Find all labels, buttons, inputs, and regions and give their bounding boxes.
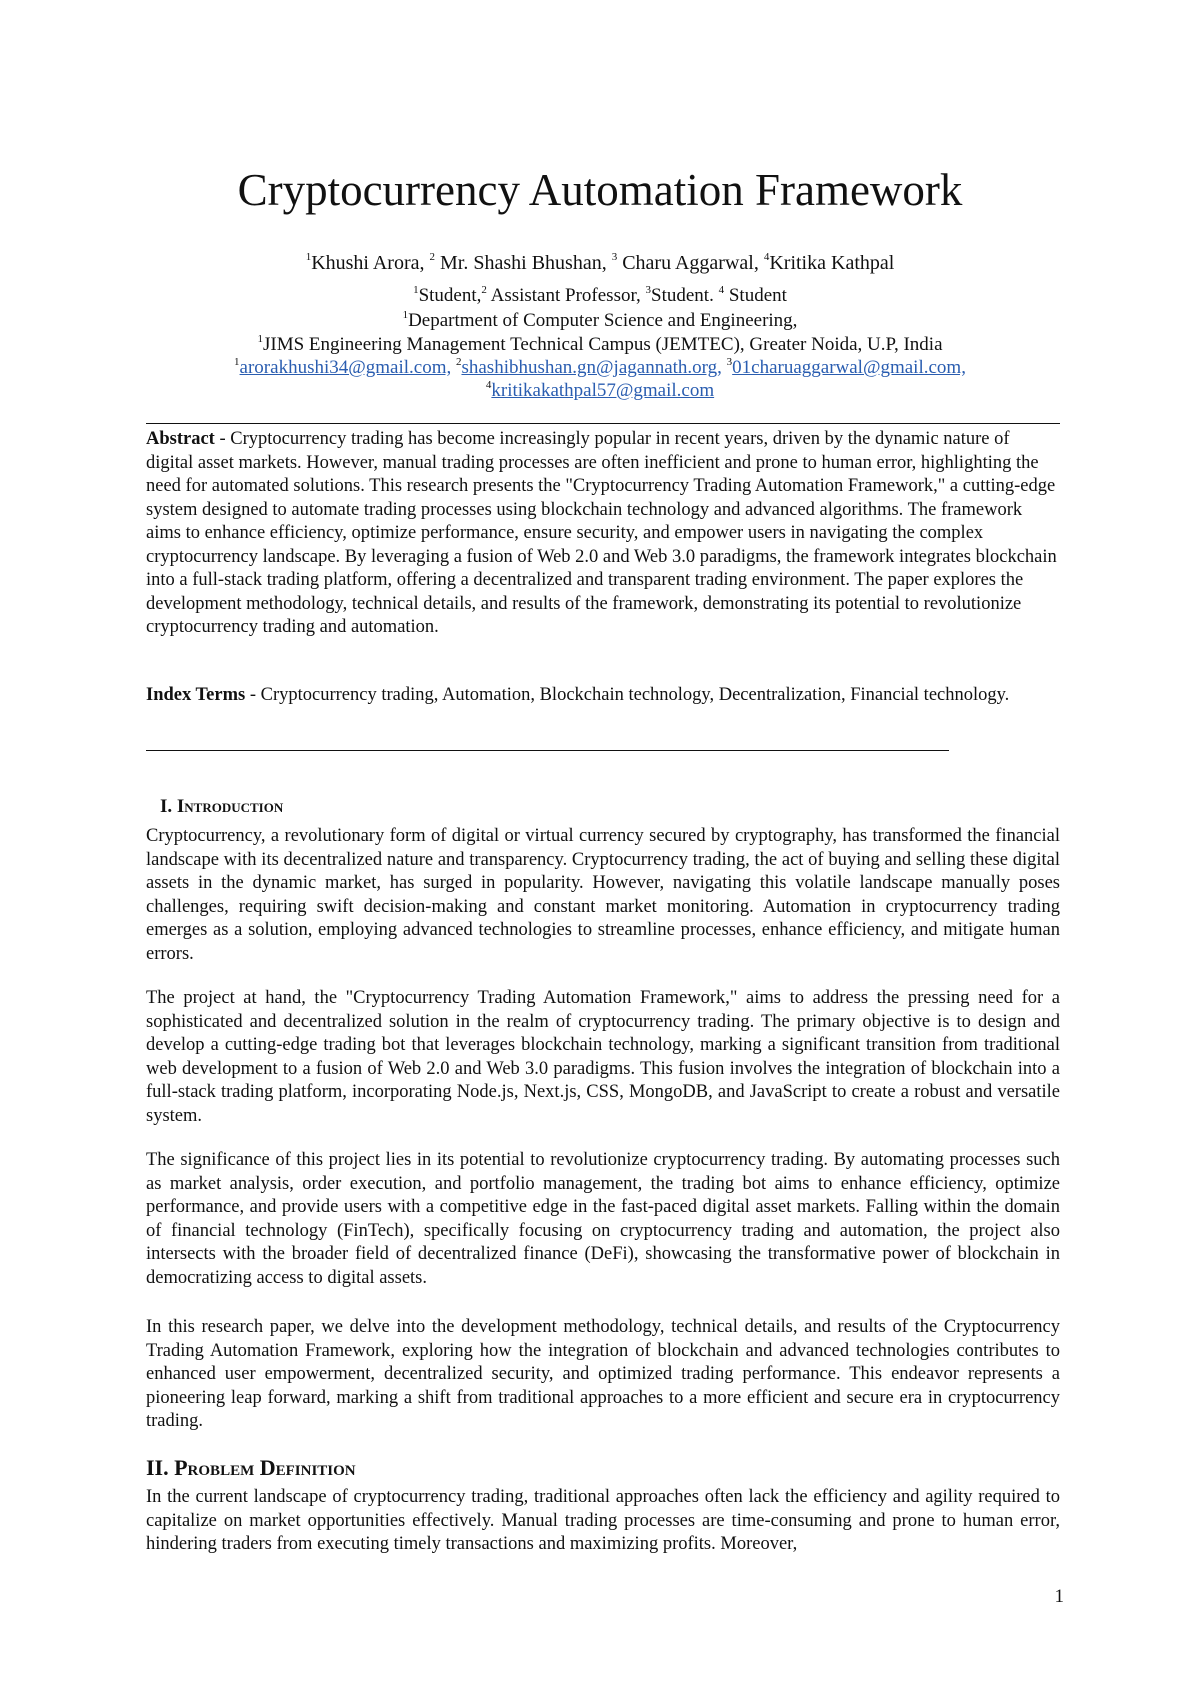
abstract-top-rule <box>146 423 1060 424</box>
author-2-name: Mr. Shashi Bhushan <box>440 252 602 274</box>
author-4-name: Kritika Kathpal <box>769 252 895 274</box>
index-terms <box>146 684 1060 708</box>
index-terms-text: - Cryptocurrency trading, Automation, Blockchain technology, Decentralization, Financial technology. <box>245 685 1010 705</box>
institution-text: JIMS Engineering Management Technical Campus (JEMTEC), Greater Noida, U.P, India <box>262 334 943 355</box>
institution-sup: 1 <box>257 332 263 345</box>
email-link-2[interactable]: shashibhushan.gn@jagannath.org, <box>461 357 722 378</box>
intro-paragraph-4: In this research paper, we delve into the development methodology, technical details, and results of the Cryptocurrency Trading Automation Framework, exploring how the integration of blockchain and advanced technologies contributes to enhanced user empowerment, decentralized security, and optimized trading performance. This endeavor represents a pioneering leap forward, marking a shift from traditional approaches to a more efficient and secure era in cryptocurrency trading. <box>146 1317 1060 1431</box>
author-2-sup: 2 <box>429 251 436 264</box>
email-link-1[interactable]: arorakhushi34@gmail.com, <box>239 357 452 378</box>
index-terms-label: Index Terms <box>146 685 246 705</box>
role-4-sup: 4 <box>718 283 725 296</box>
role-3-sup: 3 <box>645 283 652 296</box>
intro-paragraph-2: The project at hand, the "Cryptocurrency Trading Automation Framework," aims to address the pressing need for a sophisticated and decentralized solution in the realm of cryptocurrency trading. The primary objective is to design and develop a cutting-edge trading bot that leverages blockchain technology, marking a significant transition from traditional web development to a fusion of Web 2.0 and Web 3.0 paradigms. This fusion involves the integration of blockchain into a full-stack trading platform, incorporating Node.js, Next.js, CSS, MongoDB, and JavaScript to create a robust and versatile system. <box>146 988 1060 1126</box>
page-number: 1 <box>1054 1586 1064 1607</box>
role-3: Student. <box>651 285 714 306</box>
paper-title: Cryptocurrency Automation Framework <box>237 165 963 215</box>
author-list: $^1$Khushi Arora, $^2$ Mr. Shashi Bhushan, $^3$ Charu Aggarwal, $^4$Kritika Kathpal <box>305 251 895 274</box>
abstract-bottom-rule <box>146 750 949 751</box>
email-link-4[interactable]: kritikakathpal57@gmail.com <box>491 380 715 401</box>
role-1: Student, <box>418 285 482 306</box>
role-2-sup: 2 <box>481 283 487 296</box>
abstract-label: Abstract <box>146 429 215 449</box>
author-4-sup: 4 <box>763 251 770 264</box>
abstract-text: - Cryptocurrency trading has become increasingly popular in recent years, driven by the dynamic nature of digital asset markets. However, manual trading processes are often inefficient and prone to human error, highlighting the need for automated solutions. This research presents the "Cryptocurrency Trading Automation Framework," a cutting-edge system designed to automate trading processes using blockchain technology and advanced algorithms. The framework aims to enhance efficiency, optimize performance, ensure security, and empower users in navigating the complex cryptocurrency landscape. By leveraging a fusion of Web 2.0 and Web 3.0 paradigms, the framework integrates blockchain into a full-stack trading platform, offering a decentralized and transparent trading environment. The paper explores the development methodology, technical details, and results of the framework, demonstrating its potential to revolutionize cryptocurrency trading and automation. <box>146 429 1057 637</box>
department-text: Department of Computer Science and Engineering, <box>408 310 798 331</box>
problem-paragraph-1: In the current landscape of cryptocurrency trading, traditional approaches often lack the efficiency and agility required to capitalize on market opportunities effectively. Manual trading processes are time-consuming and prone to human error, hindering traders from executing timely transactions and maximizing profits. Moreover, <box>146 1487 1060 1554</box>
role-2: Assistant Professor, <box>490 285 641 306</box>
author-roles <box>0 285 1200 307</box>
author-1-sup: 1 <box>305 251 312 264</box>
email-line-1 <box>0 357 1200 379</box>
author-3-name: Charu Aggarwal <box>622 252 754 274</box>
department <box>0 310 1200 332</box>
role-4: Student <box>728 285 787 306</box>
institution <box>0 334 1200 356</box>
email-link-3[interactable]: 01charuaggarwal@gmail.com, <box>732 357 966 378</box>
email-2-sup: 2 <box>455 355 462 368</box>
author-1-name: Khushi Arora <box>311 252 420 274</box>
department-sup: 1 <box>402 308 409 321</box>
abstract <box>146 428 1060 640</box>
role-1-sup: 1 <box>413 283 419 296</box>
intro-paragraph-3: The significance of this project lies in its potential to revolutionize cryptocurrency trading. By automating processes such as market analysis, order execution, and portfolio management, the trading bot aims to enhance efficiency, optimize performance, and provide users with a competitive edge in the fast-paced digital asset markets. Falling within the domain of financial technology (FinTech), specifically focusing on cryptocurrency trading and automation, the project also intersects with the broader field of decentralized finance (DeFi), showcasing the transformative power of blockchain in democratizing access to digital assets. <box>146 1150 1060 1288</box>
section-heading-introduction: I. Introduction <box>160 796 284 817</box>
author-3-sup: 3 <box>611 251 618 264</box>
email-1-sup: 1 <box>234 355 240 368</box>
section-heading-problem-definition: II. Problem Definition <box>146 1455 356 1480</box>
email-3-sup: 3 <box>726 355 733 368</box>
email-4-sup: 4 <box>485 378 492 391</box>
intro-paragraph-1: Cryptocurrency, a revolutionary form of digital or virtual currency secured by cryptography, has transformed the financial landscape with its decentralized nature and transparency. Cryptocurrency trading, the act of buying and selling these digital assets in the dynamic market, has surged in popularity. However, navigating this volatile landscape manually poses challenges, requiring swift decision-making and constant market monitoring. Automation in cryptocurrency trading emerges as a solution, employing advanced technologies to streamline processes, enhance efficiency, and mitigate human errors. <box>146 826 1060 964</box>
email-line-2 <box>0 380 1200 402</box>
